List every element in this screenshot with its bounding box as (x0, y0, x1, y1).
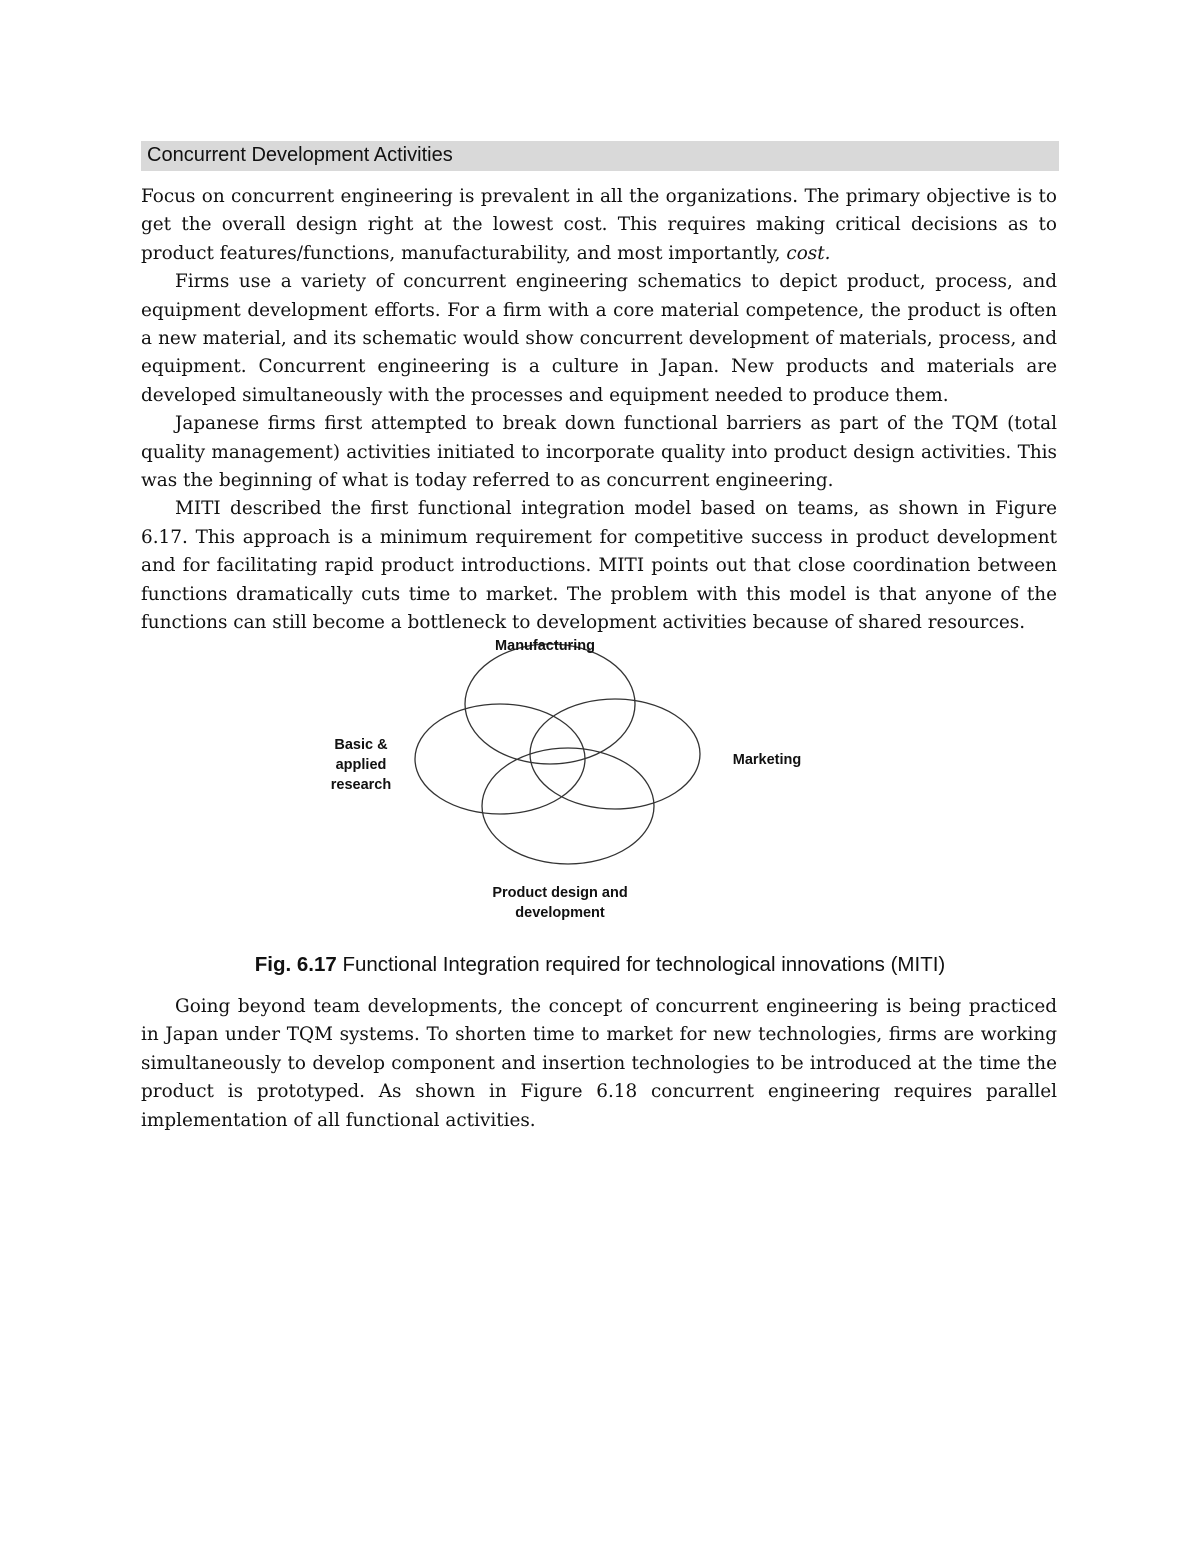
paragraph-2: Firms use a variety of concurrent engineering schematics to depict product, process, and equipment development efforts. For a firm with a core material competence, the product is often a new material, and its schematic would show concurrent development of materials, process, and equipment. Concurrent engineering is a culture in Japan. New products and materials are developed simultaneously with the processes and equipment needed to produce them. (141, 271, 1057, 406)
paragraph-3: Japanese firms first attempted to break down functional barriers as part of the TQM (total quality management) activities initiated to incorporate quality into product design activities. This was the beginning of what is today referred to as concurrent engineering. (141, 413, 1057, 492)
figure-caption-text: Functional Integration required for technological innovations (MITI) (336, 953, 946, 976)
label-basic-research: Basic & applied research (330, 737, 392, 793)
research-ellipse (415, 704, 585, 814)
section-heading-bar (141, 141, 1059, 171)
paragraph-4: MITI described the first functional integration model based on teams, as shown in Figure 6.17. This approach is a minimum requirement for competitive success in product development and for facilitating rapid product introductions. MITI points out that close coordination between functions dramatically cuts time to market. The problem with this model is that anyone of the functions can still become a bottleneck to development activities because of shared resources. (141, 498, 1057, 634)
functional-integration-diagram (300, 634, 900, 934)
figure-number: Fig. 6.17 (254, 953, 337, 976)
label-marketing: Marketing (732, 752, 802, 768)
paragraph-5: Going beyond team developments, the concept of concurrent engineering is being practiced in Japan under TQM systems. To shorten time to market for new technologies, firms are working simultaneously to develop component and insertion technologies to be introduced at the time the product is prototyped. As shown in Figure 6.18 concurrent engineering requires parallel implementation of all functional activities. (141, 996, 1057, 1131)
emphasis-cost: cost. (786, 242, 831, 264)
label-manufacturing: Manufacturing (495, 638, 595, 654)
marketing-ellipse (530, 699, 700, 809)
body-text-top (141, 183, 1057, 638)
label-product-design: Product design and development (492, 885, 628, 921)
section-heading: Concurrent Development Activities (147, 144, 453, 166)
paragraph-1: Focus on concurrent engineering is prevalent in all the organizations. The primary objective is to get the overall design right at the lowest cost. This requires making critical decisions as to product features/functions, manufacturability, and most importantly, cost. (141, 186, 1057, 264)
product-design-ellipse (482, 748, 654, 864)
body-text-bottom (141, 993, 1057, 1135)
figure-caption (0, 953, 1200, 977)
